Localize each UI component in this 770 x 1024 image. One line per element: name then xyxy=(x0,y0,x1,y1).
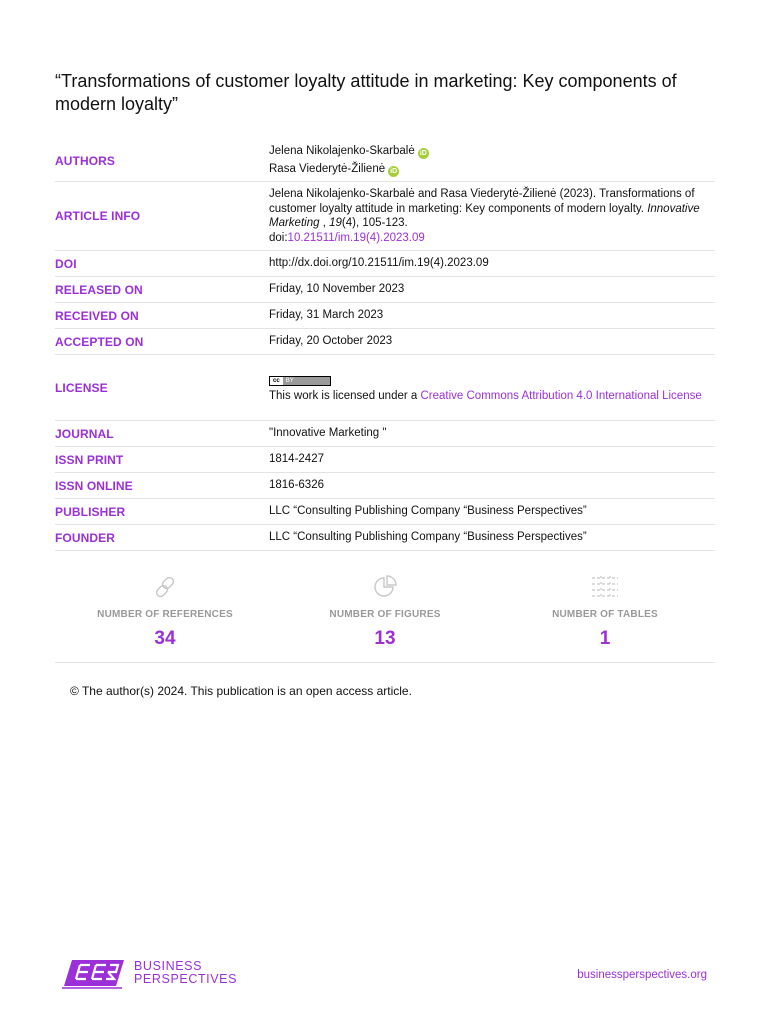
row-article-info xyxy=(55,182,715,251)
author-name[interactable]: Rasa Viederytė-Žilienė xyxy=(269,163,386,175)
doi-link[interactable]: 10.21511/im.19(4).2023.09 xyxy=(287,231,425,244)
authors-value xyxy=(269,140,715,181)
founder-value: LLC “Consulting Publishing Company “Business Perspectives” xyxy=(269,531,587,544)
figures-count: 13 xyxy=(374,628,396,649)
author-name[interactable]: Jelena Nikolajenko-Skarbalė xyxy=(269,145,415,157)
row-received xyxy=(55,303,715,329)
pie-chart-icon xyxy=(275,572,495,602)
footer-website-link[interactable]: businessperspectives.org xyxy=(577,969,707,981)
orcid-icon[interactable]: iD xyxy=(419,150,427,157)
released-value: Friday, 10 November 2023 xyxy=(269,283,405,296)
journal-value: "Innovative Marketing " xyxy=(269,427,387,440)
received-label: RECEIVED ON xyxy=(55,308,139,323)
by-badge-text: BY xyxy=(285,377,294,384)
cc-by-badge-icon[interactable] xyxy=(269,376,331,386)
license-link[interactable]: Creative Commons Attribution 4.0 International License xyxy=(420,389,702,402)
stat-references xyxy=(55,572,275,650)
row-issn-online xyxy=(55,473,715,499)
released-label: RELEASED ON xyxy=(55,282,143,297)
authors-label: AUTHORS xyxy=(55,153,116,168)
metadata-table xyxy=(55,140,715,551)
citation-volume: 19 xyxy=(329,217,342,229)
row-released xyxy=(55,277,715,303)
issn-online-value: 1816-6326 xyxy=(269,479,324,492)
logo-mark-icon xyxy=(62,956,126,990)
accepted-value: Friday, 20 October 2023 xyxy=(269,335,393,348)
orcid-icon[interactable]: iD xyxy=(390,168,398,175)
stat-tables xyxy=(495,572,715,650)
row-publisher xyxy=(55,499,715,525)
license-text: This work is licensed under a xyxy=(269,389,421,402)
logo-line-2: PERSPECTIVES xyxy=(134,972,238,986)
issn-print-label: ISSN PRINT xyxy=(55,452,124,467)
row-accepted xyxy=(55,329,715,355)
references-label: NUMBER OF REFERENCES xyxy=(97,609,233,620)
publisher-label: PUBLISHER xyxy=(55,504,126,519)
row-journal xyxy=(55,421,715,447)
table-icon xyxy=(495,572,715,602)
cc-badge-text: cc xyxy=(270,377,283,385)
tables-count: 1 xyxy=(599,628,611,649)
journal-label: JOURNAL xyxy=(55,426,114,441)
citation-issue-pages: (4), 105-123. xyxy=(341,217,408,229)
logo-line-1: BUSINESS xyxy=(134,959,203,973)
founder-label: FOUNDER xyxy=(55,530,116,545)
row-license xyxy=(55,355,715,421)
license-value xyxy=(269,368,715,408)
article-info-label: ARTICLE INFO xyxy=(55,209,141,223)
article-info-value xyxy=(269,183,715,249)
row-founder xyxy=(55,525,715,551)
link-icon xyxy=(55,572,275,602)
accepted-label: ACCEPTED ON xyxy=(55,334,144,349)
logo-wordmark xyxy=(134,960,237,986)
doi-label: DOI xyxy=(55,256,77,271)
publisher-value: LLC “Consulting Publishing Company “Business Perspectives” xyxy=(269,505,587,518)
business-perspectives-logo[interactable] xyxy=(62,956,237,990)
received-value: Friday, 31 March 2023 xyxy=(269,309,384,322)
stat-figures xyxy=(275,572,495,650)
citation-separator: , xyxy=(319,217,330,229)
open-access-notice: © The author(s) 2024. This publication is an open access article. xyxy=(70,684,412,698)
tables-label: NUMBER OF TABLES xyxy=(552,609,658,620)
doi-prefix: doi: xyxy=(269,231,288,244)
citation-journal: Innovative Marketing xyxy=(269,202,700,229)
row-doi xyxy=(55,251,715,277)
doi-value[interactable]: http://dx.doi.org/10.21511/im.19(4).2023.09 xyxy=(269,257,489,270)
row-authors xyxy=(55,140,715,182)
issn-print-value: 1814-2427 xyxy=(269,453,324,466)
issn-online-label: ISSN ONLINE xyxy=(55,478,133,493)
citation-text: Jelena Nikolajenko-Skarbalė and Rasa Viederytė-Žilienė (2023). Transformations of customer loyalty attitude in marketing: Key components of modern loyalty. xyxy=(269,188,695,215)
document-title: “Transformations of customer loyalty attitude in marketing: Key components of modern loyalty” xyxy=(55,71,677,114)
figures-label: NUMBER OF FIGURES xyxy=(329,609,441,620)
references-count: 34 xyxy=(154,628,176,649)
stats-panel xyxy=(55,572,715,663)
license-label: LICENSE xyxy=(55,380,108,395)
row-issn-print xyxy=(55,447,715,473)
